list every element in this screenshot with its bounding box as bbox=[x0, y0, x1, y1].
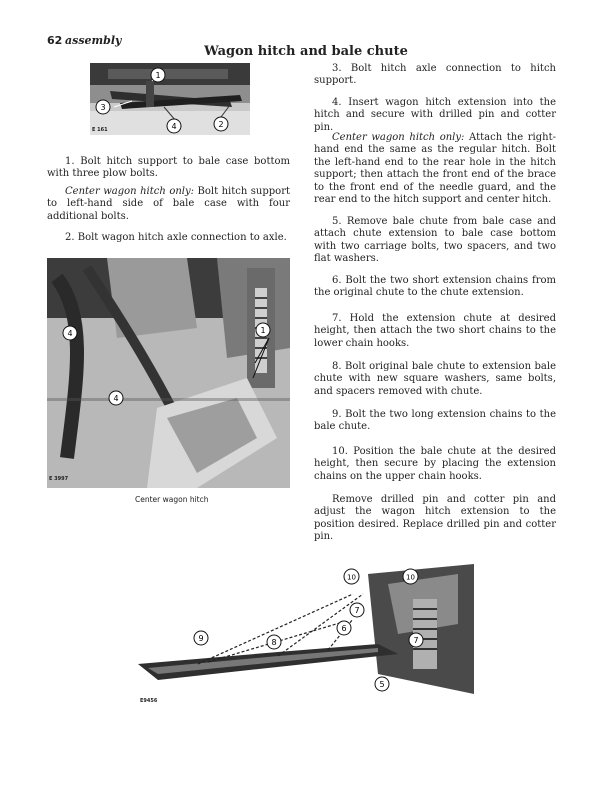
svg-text:8: 8 bbox=[271, 638, 277, 647]
svg-text:1: 1 bbox=[155, 71, 161, 80]
callout-8 bbox=[266, 634, 282, 654]
callout-4 bbox=[166, 118, 182, 138]
step-3: 3. Bolt hitch axle connection to hitch support. bbox=[314, 63, 556, 87]
svg-text:9: 9 bbox=[198, 634, 204, 643]
svg-text:4: 4 bbox=[67, 329, 73, 338]
svg-text:10: 10 bbox=[406, 573, 415, 582]
step-4: 4. Insert wagon hitch extension into the hitch and secure with drilled pin and cotter pin. bbox=[314, 97, 556, 133]
closing-paragraph: Remove drilled pin and cotter pin and adjust the wagon hitch extension to the position desired. Replace drilled pin and cotter pin. bbox=[314, 494, 556, 543]
figure-id: E 3997 bbox=[49, 476, 69, 482]
callout-10 bbox=[402, 568, 419, 589]
page-number: 62 bbox=[47, 34, 63, 47]
step-6: 6. Bolt the two short extension chains from the original chute to the chute extension. bbox=[314, 275, 556, 299]
callout-7 bbox=[349, 602, 365, 622]
callout-10 bbox=[343, 568, 360, 589]
callout-1 bbox=[150, 67, 166, 87]
svg-text:4: 4 bbox=[113, 394, 119, 403]
svg-text:5: 5 bbox=[379, 680, 385, 689]
step-9: 9. Bolt the two long extension chains to the bale chute. bbox=[314, 409, 556, 433]
svg-text:6: 6 bbox=[341, 624, 347, 633]
center-hitch-note-text: Attach the right-hand end the same as the regular hitch. Bolt the left-hand end to the rear hole in the hitch support; then attach the front end of the brace to the front end of the needle guard, and the rear end to the hitch support and center hitch. bbox=[314, 132, 556, 206]
figure-id: E 161 bbox=[92, 127, 108, 133]
figure-caption: Center wagon hitch bbox=[135, 495, 209, 504]
step-7: 7. Hold the extension chute at desired height, then attach the two short chains to the lower chain hooks. bbox=[314, 313, 556, 349]
svg-text:2: 2 bbox=[218, 120, 224, 129]
page-title: Wagon hitch and bale chute bbox=[204, 44, 408, 59]
callout-9 bbox=[193, 630, 209, 650]
callout-4 bbox=[108, 390, 124, 410]
step-5: 5. Remove bale chute from bale case and attach chute extension to bale case bottom with two carriage bolts, two spacers, and two flat washers. bbox=[314, 216, 556, 265]
section-label: assembly bbox=[65, 34, 122, 47]
svg-text:7: 7 bbox=[413, 636, 419, 645]
callout-6 bbox=[336, 620, 352, 640]
svg-text:4: 4 bbox=[171, 122, 177, 131]
svg-text:1: 1 bbox=[260, 326, 266, 335]
figure-center-wagon-hitch-photo bbox=[47, 258, 290, 488]
step-1: 1. Bolt hitch support to bale case bottom with three plow bolts. bbox=[47, 156, 290, 180]
svg-text:10: 10 bbox=[347, 573, 356, 582]
svg-text:3: 3 bbox=[100, 103, 106, 112]
callout-3 bbox=[95, 99, 111, 119]
center-hitch-note-label: Center wagon hitch only: bbox=[332, 132, 465, 143]
callout-7 bbox=[408, 632, 424, 652]
step-10: 10. Position the bale chute at the desired height, then secure by placing the extension chains on the upper chain hooks. bbox=[314, 446, 556, 482]
center-hitch-note-left bbox=[47, 186, 290, 223]
center-hitch-note-text: Bolt hitch support to left-hand side of bale case with four additional bolts. bbox=[47, 186, 290, 222]
callout-2 bbox=[213, 116, 229, 136]
center-hitch-note-right bbox=[314, 132, 556, 206]
step-8: 8. Bolt original bale chute to extension bale chute with new square washers, same bolts, and spacers removed with chute. bbox=[314, 361, 556, 397]
figure-id: E9456 bbox=[140, 698, 158, 704]
step-2: 2. Bolt wagon hitch axle connection to axle. bbox=[65, 232, 287, 243]
callout-1 bbox=[255, 322, 271, 342]
svg-text:7: 7 bbox=[354, 606, 360, 615]
callout-4 bbox=[62, 325, 78, 345]
center-hitch-note-label: Center wagon hitch only: bbox=[65, 186, 194, 197]
callout-5 bbox=[374, 676, 390, 696]
